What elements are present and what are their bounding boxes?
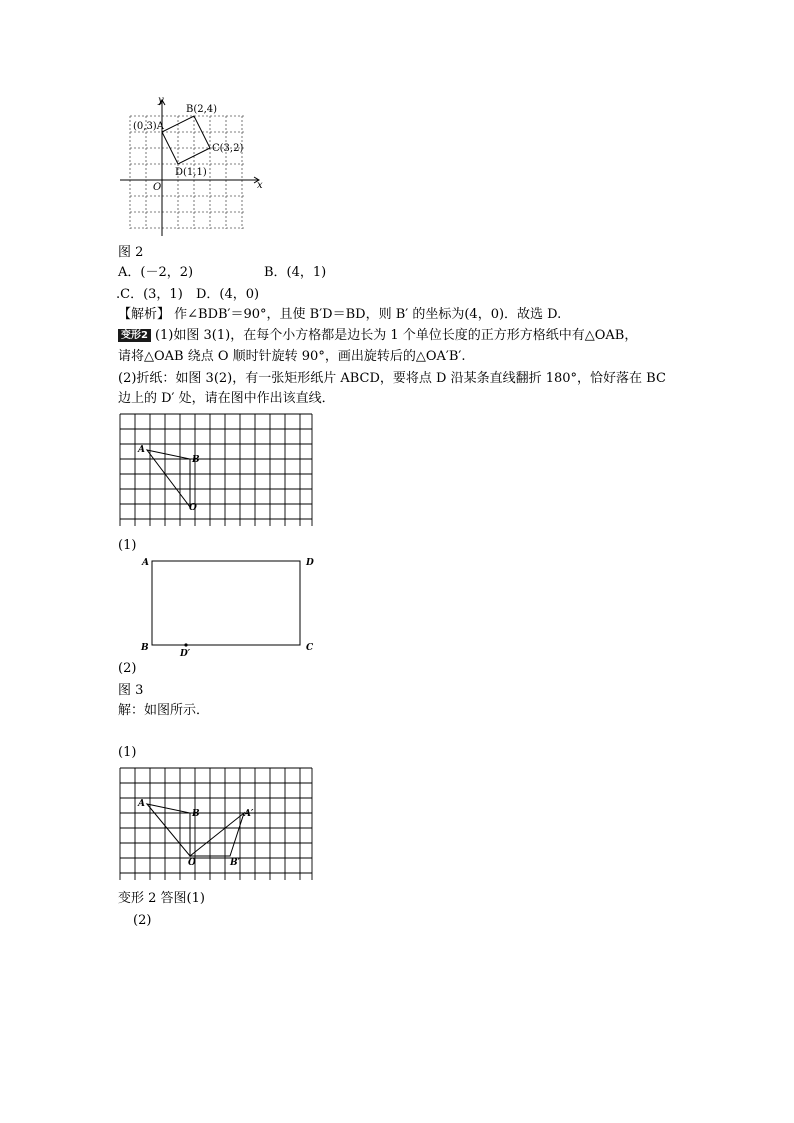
option-a: A．(－2，2) (118, 265, 194, 280)
point-b-label: B(2,4) (186, 104, 218, 115)
figure-3-1-grid (118, 412, 314, 528)
quadrilateral-abcd (162, 116, 210, 164)
option-c: .C．(3，1) (116, 287, 183, 302)
question-2-line-2: 边上的 D′ 处，请在图中作出该直线． (118, 391, 335, 406)
option-d: D．(4，0) (196, 287, 260, 302)
label-a: A (142, 558, 149, 568)
figure-2-coordinate-grid (115, 93, 275, 238)
answer-figure-1-grid (118, 766, 314, 882)
triangle-oa-prime-b-prime (190, 813, 244, 856)
label-a-prime: A′ (244, 809, 254, 819)
figure-2-caption: 图 2 (118, 245, 144, 260)
triangle-oab (147, 450, 190, 507)
point-d-prime (184, 643, 187, 646)
option-b: B．(4，1) (264, 265, 327, 280)
label-b: B (192, 455, 200, 465)
answer-figure-caption: 变形 2 答图(1) (118, 891, 205, 906)
x-axis-label: x (257, 180, 263, 191)
rectangle-abcd (152, 561, 300, 645)
label-d-prime: D′ (180, 649, 191, 657)
figure-3-2-rectangle (136, 553, 320, 657)
label-b: B (192, 809, 200, 819)
question-2-line-1: (2)折纸：如图 3(2)，有一张矩形纸片 ABCD，要将点 D 沿某条直线翻折 180°，恰好落在 BC (118, 371, 666, 386)
label-a: A (138, 445, 145, 455)
solution-label-2: (2) (133, 913, 152, 928)
point-a-label: (0,3)A (133, 121, 164, 132)
point-d-label: D(1,1) (175, 167, 207, 178)
label-o: O (188, 858, 196, 868)
label-d: D (306, 558, 314, 568)
question-1-line-2: 请将△OAB 绕点 O 顺时针旋转 90°，画出旋转后的△OA′B′. (118, 349, 466, 364)
figure-3-2-label: (2) (118, 661, 137, 676)
figure-3-caption: 图 3 (118, 683, 144, 698)
label-b-prime: B′ (230, 858, 240, 868)
question-1-line-1: (1)如图 3(1)，在每个小方格都是边长为 1 个单位长度的正方形方格纸中有△OAB， (154, 328, 638, 343)
solid-grid (120, 768, 312, 880)
variant-badge: 变形2 (118, 329, 151, 342)
label-o: O (189, 503, 197, 513)
figure-3-1-label: (1) (118, 538, 137, 553)
variant-2-line-1 (118, 327, 637, 344)
solid-grid (120, 414, 312, 526)
triangle-oab (147, 804, 190, 856)
solution-label-1: (1) (118, 745, 137, 760)
label-b: B (141, 643, 149, 653)
label-a: A (138, 799, 145, 809)
point-c-label: C(3,2) (212, 143, 244, 154)
origin-label: O (153, 182, 162, 193)
label-c: C (306, 643, 314, 653)
solution-text: 解：如图所示． (118, 703, 210, 718)
analysis-text: 【解析】 作∠BDB′＝90°，且使 B′D＝BD，则 B′ 的坐标为(4，0)．故选 D. (118, 307, 562, 322)
y-axis-label: y (158, 95, 164, 106)
